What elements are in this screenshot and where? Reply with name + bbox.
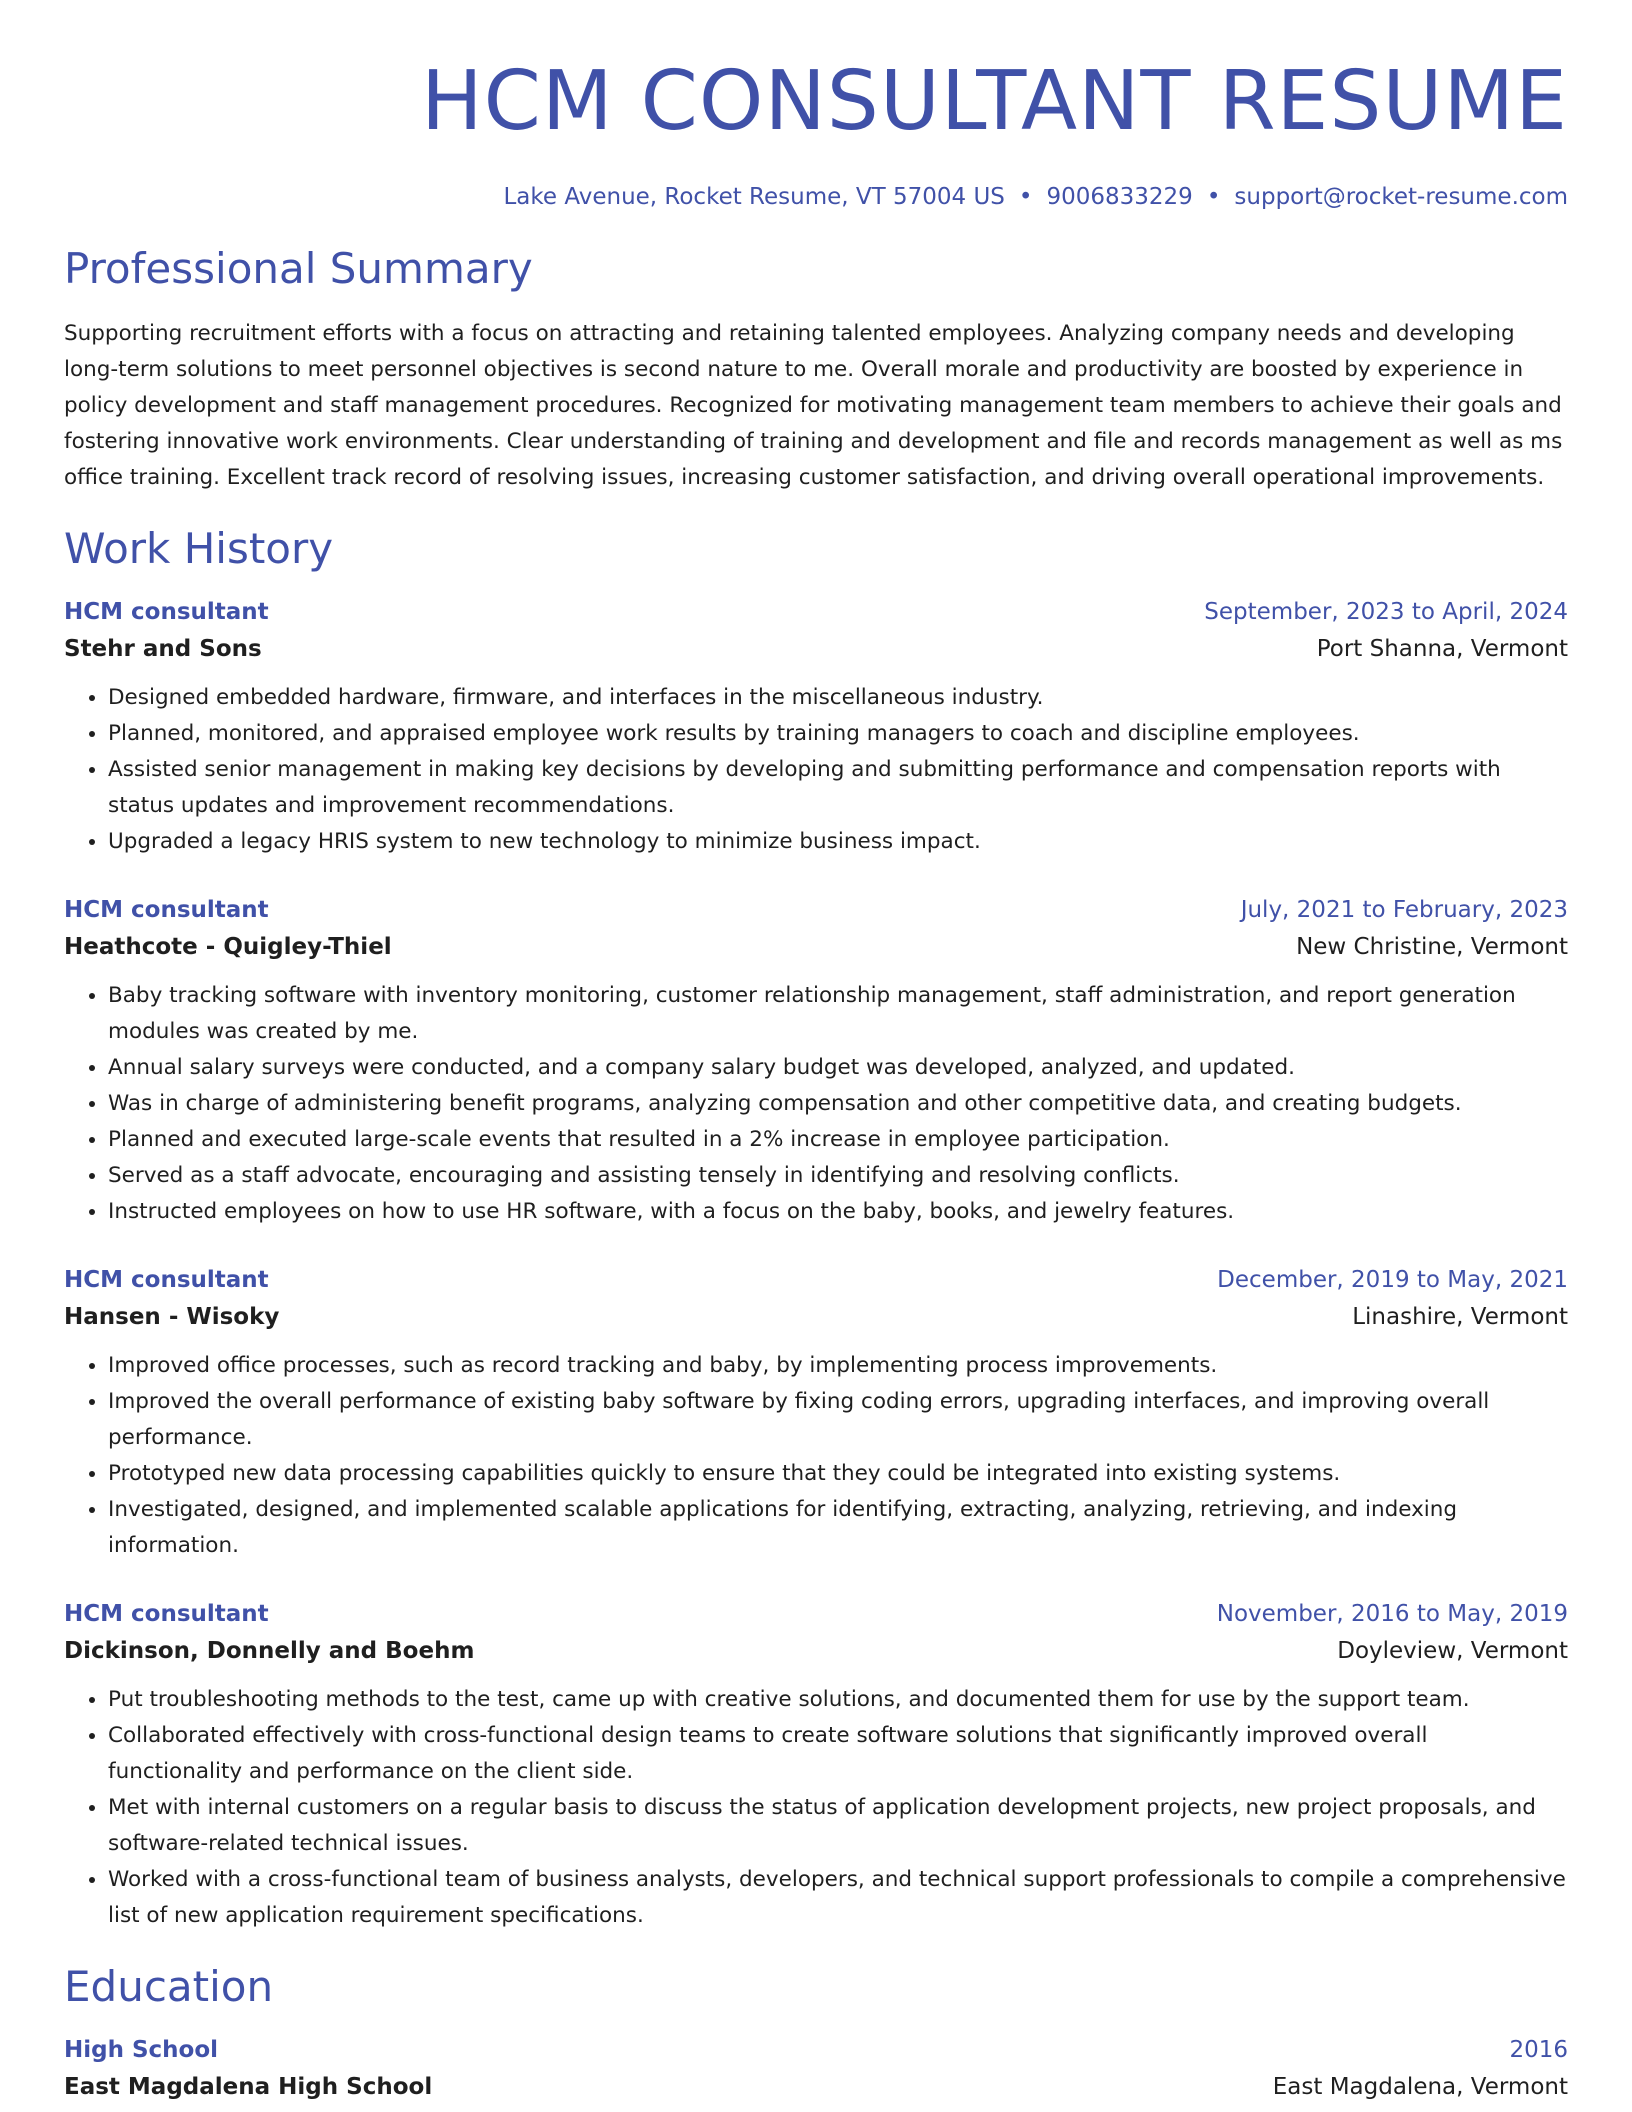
education-degree: High School [64,2037,219,2063]
job-bullet: • Met with internal customers on a regular basis to discuss the status of application development projects, new project proposals, and software-related technical issues. [108,1790,1568,1862]
contact-separator: • [1018,184,1033,210]
job-bullet: • Planned and executed large-scale events that resulted in a 2% increase in employee participation. [108,1122,1568,1158]
summary-heading: Professional Summary [64,244,533,293]
resume-title: HCM CONSULTANT RESUME [420,54,1568,149]
job-dates: July, 2021 to February, 2023 [1240,897,1568,923]
education-entry [64,2032,1568,2106]
education-school: East Magdalena High School [64,2074,433,2100]
job-bullet: • Worked with a cross-functional team of business analysts, developers, and technical support professionals to compile a comprehensive list of new application requirement specifications. [108,1862,1568,1934]
job-location: Doyleview, Vermont [1337,1638,1568,1664]
job-bullets [64,1682,1568,1934]
job-header-row [64,892,1568,928]
job-bullet: • Collaborated effectively with cross-functional design teams to create software solutions that significantly improved overall functionality and performance on the client side. [108,1718,1568,1790]
job-bullet: • Improved the overall performance of existing baby software by fixing coding errors, upgrading interfaces, and improving overall performance. [108,1384,1568,1456]
job-company: Dickinson, Donnelly and Boehm [64,1638,475,1664]
job-title: HCM consultant [64,599,269,625]
job-location: Linashire, Vermont [1352,1304,1568,1330]
job-entry [64,892,1568,1230]
job-header-row [64,594,1568,630]
contact-phone: 9006833229 [1046,184,1193,210]
job-location: Port Shanna, Vermont [1316,636,1568,662]
job-bullets [64,1348,1568,1564]
job-bullets [64,680,1568,860]
job-company: Heathcote - Quigley-Thiel [64,934,392,960]
contact-separator: • [1206,184,1221,210]
job-dates: November, 2016 to May, 2019 [1216,1601,1568,1627]
job-bullet: • Improved office processes, such as record tracking and baby, by implementing process improvements. [108,1348,1568,1384]
work-history-heading: Work History [64,524,334,573]
education-school-row [64,2068,1568,2106]
education-location: East Magdalena, Vermont [1272,2074,1568,2100]
job-bullet: • Baby tracking software with inventory monitoring, customer relationship management, staff administration, and report generation modules was created by me. [108,978,1568,1050]
job-dates: September, 2023 to April, 2024 [1204,599,1568,625]
job-bullet: • Was in charge of administering benefit programs, analyzing compensation and other competitive data, and creating budgets. [108,1086,1568,1122]
job-bullet: • Prototyped new data processing capabilities quickly to ensure that they could be integrated into existing systems. [108,1456,1568,1492]
job-dates: December, 2019 to May, 2021 [1217,1267,1568,1293]
education-year: 2016 [1509,2037,1568,2063]
job-title: HCM consultant [64,1267,269,1293]
job-bullet: • Planned, monitored, and appraised employee work results by training managers to coach and discipline employees. [108,716,1568,752]
job-entry [64,1596,1568,1934]
job-header-row [64,1262,1568,1298]
job-company-row [64,1632,1568,1670]
job-company-row [64,630,1568,668]
job-bullet: • Instructed employees on how to use HR software, with a focus on the baby, books, and jewelry features. [108,1194,1568,1230]
contact-line [64,182,1568,212]
job-bullet: • Served as a staff advocate, encouraging and assisting tensely in identifying and resolving conflicts. [108,1158,1568,1194]
job-entry [64,594,1568,860]
job-title: HCM consultant [64,1601,269,1627]
job-bullet: • Upgraded a legacy HRIS system to new technology to minimize business impact. [108,824,1568,860]
summary-text: Supporting recruitment efforts with a focus on attracting and retaining talented employees. Analyzing company needs and developing long-term solutions to meet personnel objectives is second nature to me. Overall morale and productivity are boosted by experience in policy development and staff management procedures. Recognized for motivating management team members to achieve their goals and fostering innovative work environments. Clear understanding of training and development and file and records management as well as ms office training. Excellent track record of resolving issues, increasing customer satisfaction, and driving overall operational improvements. [64,321,1563,490]
education-heading: Education [64,1962,274,2011]
job-title: HCM consultant [64,897,269,923]
contact-email: support@rocket-resume.com [1234,184,1568,210]
job-bullets [64,978,1568,1230]
job-company-row [64,928,1568,966]
education-header-row [64,2032,1568,2068]
job-company: Stehr and Sons [64,636,262,662]
job-bullet: • Put troubleshooting methods to the test, came up with creative solutions, and documented them for use by the support team. [108,1682,1568,1718]
job-company: Hansen - Wisoky [64,1304,280,1330]
job-entry [64,1262,1568,1564]
job-bullet: • Assisted senior management in making key decisions by developing and submitting performance and compensation reports with status updates and improvement recommendations. [108,752,1568,824]
job-location: New Christine, Vermont [1296,934,1568,960]
job-bullet: • Annual salary surveys were conducted, and a company salary budget was developed, analyzed, and updated. [108,1050,1568,1086]
job-bullet: • Designed embedded hardware, firmware, and interfaces in the miscellaneous industry. [108,680,1568,716]
job-bullet: • Investigated, designed, and implemented scalable applications for identifying, extracting, analyzing, retrieving, and indexing information. [108,1492,1568,1564]
job-header-row [64,1596,1568,1632]
job-company-row [64,1298,1568,1336]
contact-address: Lake Avenue, Rocket Resume, VT 57004 US [503,184,1005,210]
